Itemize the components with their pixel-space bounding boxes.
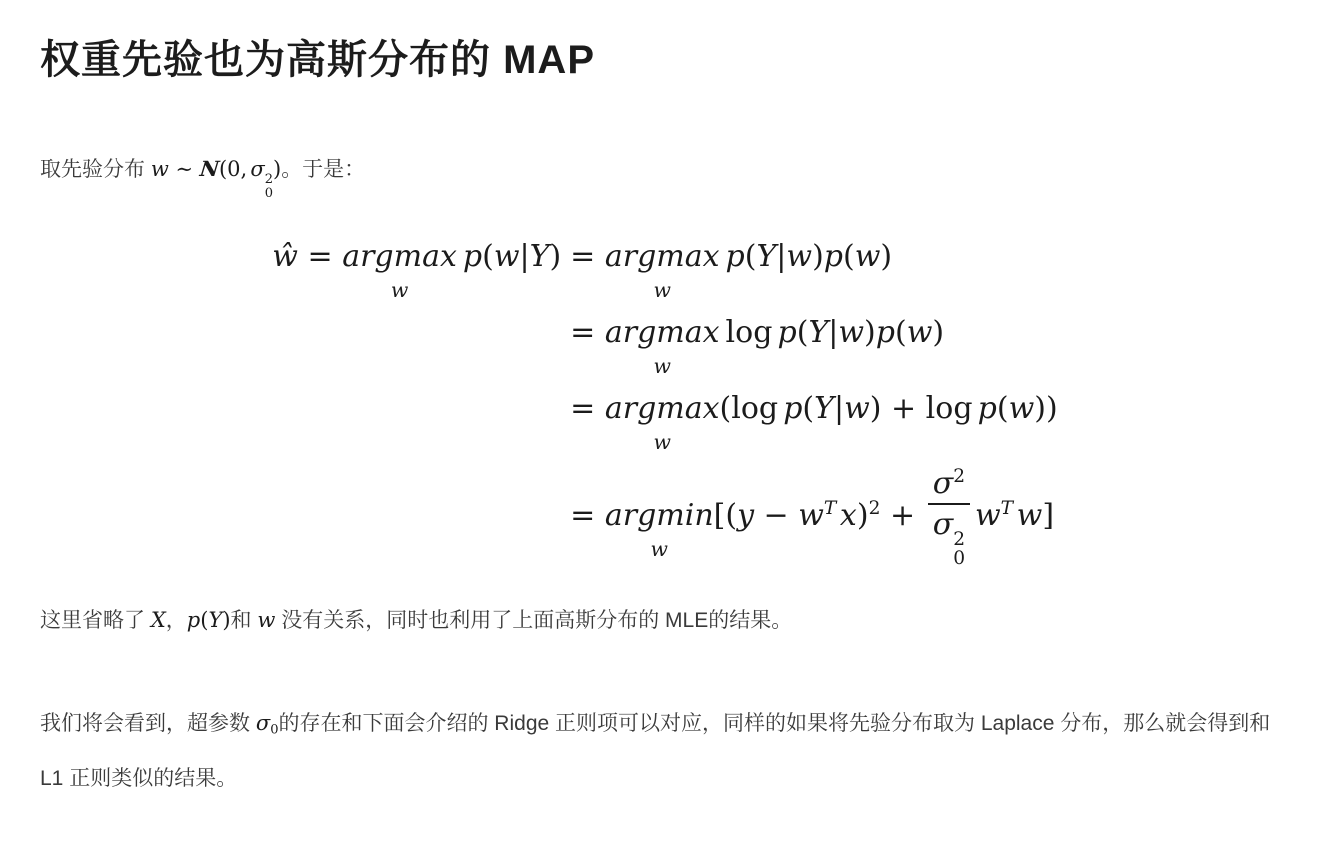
math-token: ŵ xyxy=(272,239,298,275)
text-run: 这里省略了 xyxy=(40,608,151,632)
operator-with-limit xyxy=(605,314,720,376)
math-token: Y xyxy=(756,239,777,275)
operator-underscript xyxy=(653,353,671,378)
inline-math xyxy=(187,608,231,632)
math-token: 2 xyxy=(868,498,881,520)
operator-underscript xyxy=(653,429,671,454)
math-token: ) xyxy=(932,315,945,351)
text-run: 我们将会看到，超参数 xyxy=(40,712,256,736)
math-token: w xyxy=(653,429,671,454)
math-token: 0 xyxy=(270,722,279,738)
math-token: X xyxy=(150,607,166,632)
math-token: p xyxy=(875,315,895,351)
math-token: Y xyxy=(814,391,834,427)
math-token: = xyxy=(570,498,605,534)
math-token: ) xyxy=(864,315,876,351)
fraction xyxy=(928,466,969,568)
math-token: p xyxy=(462,239,483,275)
operator-underscript xyxy=(390,277,409,302)
math-token: argmax xyxy=(604,315,720,351)
math-token: ( xyxy=(200,607,209,632)
equation-line-right xyxy=(570,314,1058,376)
math-token: w xyxy=(150,157,169,181)
math-token: w xyxy=(974,498,1001,534)
math-token: ( xyxy=(482,239,494,275)
math-token: argmin xyxy=(604,498,714,534)
stack-superscript xyxy=(265,173,273,187)
math-token: ) xyxy=(869,391,882,427)
math-token: p xyxy=(725,239,745,275)
math-token: )) xyxy=(1034,391,1058,427)
math-token: | xyxy=(828,315,839,351)
superscript xyxy=(869,498,881,519)
math-token: w xyxy=(493,239,520,275)
paragraph-note xyxy=(40,593,1290,649)
operator-with-limit xyxy=(342,238,457,300)
math-token: (0, xyxy=(218,157,248,181)
math-token: σ xyxy=(250,157,265,181)
operator-name xyxy=(605,314,720,352)
math-token: w xyxy=(390,277,409,302)
paragraph-prior xyxy=(40,142,1290,200)
text-run: 取先验分布 xyxy=(40,158,151,181)
math-token: = xyxy=(570,239,605,275)
math-token: w xyxy=(906,315,933,351)
inline-math xyxy=(151,608,166,632)
math-token: w xyxy=(844,391,870,427)
math-token: p xyxy=(186,607,201,632)
superscript xyxy=(1001,498,1013,519)
superscript xyxy=(824,498,836,519)
equation-line-right xyxy=(570,390,1058,452)
math-token: ] xyxy=(1042,498,1055,534)
math-token: argmax xyxy=(604,391,720,427)
operator-with-limit xyxy=(605,238,720,300)
math-token: ( xyxy=(843,239,855,275)
math-token: 0 xyxy=(264,185,273,201)
paragraph-ridge xyxy=(40,696,1290,806)
superscript xyxy=(953,466,965,487)
math-token: x xyxy=(839,498,857,534)
operator-name xyxy=(605,238,720,276)
math-token: T xyxy=(1000,498,1014,520)
text-run: 。于是： xyxy=(281,158,366,181)
stack-subscript xyxy=(265,187,273,201)
math-token: argmax xyxy=(342,239,457,275)
math-token: w xyxy=(653,277,671,302)
math-token: Y xyxy=(808,315,829,351)
text-run: 和 xyxy=(230,608,258,632)
operator-with-limit xyxy=(605,497,714,559)
inline-math xyxy=(257,608,275,632)
math-token: w xyxy=(1008,391,1035,427)
math-token: w xyxy=(650,536,668,561)
sup-sub-stack xyxy=(265,173,273,200)
text-run: 没有关系，同时也利用了上面高斯分布的 MLE的结果。 xyxy=(275,608,793,632)
stack-superscript xyxy=(953,530,965,550)
operator-with-limit xyxy=(605,390,720,452)
math-token: 0 xyxy=(953,548,966,570)
equation-line-right xyxy=(570,466,1058,568)
operator-name xyxy=(605,390,720,428)
math-token: | xyxy=(519,239,530,275)
math-token: − xyxy=(754,498,799,534)
inline-math xyxy=(255,711,279,738)
math-token: [( xyxy=(713,498,738,534)
math-token: w xyxy=(653,353,671,378)
operator-name xyxy=(342,238,457,276)
page-title: 权重先验也为高斯分布的 MAP xyxy=(40,38,595,82)
math-token: ( xyxy=(802,391,815,427)
operator-name xyxy=(605,497,714,535)
math-token: argmax xyxy=(604,239,720,275)
math-token: σ xyxy=(932,507,954,543)
math-token: w xyxy=(786,239,813,275)
math-token: w xyxy=(1016,498,1043,534)
equation-line-left xyxy=(272,238,561,300)
math-token: σ xyxy=(932,466,954,502)
math-token: ) xyxy=(222,607,231,632)
operator-underscript xyxy=(653,277,671,302)
text-run: ， xyxy=(165,608,187,632)
math-token: + log xyxy=(881,391,973,427)
text-run: 的存在和下面会介绍的 Ridge 正则项可以对应，同样的如果将先验分布取为 Laplace 分布，那么就会得到和 L1 正则类似的结果。 xyxy=(40,712,1271,790)
stack-subscript xyxy=(953,549,965,569)
math-token: ) xyxy=(272,157,282,181)
inline-math xyxy=(150,156,282,201)
fraction-numerator xyxy=(928,466,969,503)
sup-sub-stack xyxy=(953,530,965,569)
math-token: ∼ xyxy=(168,157,200,181)
math-token: ) xyxy=(549,239,562,275)
math-calligraphic-token: N xyxy=(198,156,221,181)
operator-underscript xyxy=(650,536,668,561)
math-token: σ xyxy=(255,711,271,736)
math-token: | xyxy=(833,391,845,427)
math-token: p xyxy=(823,239,844,275)
math-token: T xyxy=(823,498,837,520)
math-token: = xyxy=(570,315,605,351)
math-token: p xyxy=(777,315,797,351)
math-token: ( xyxy=(796,315,809,351)
math-token: 2 xyxy=(264,172,273,188)
math-token: 2 xyxy=(953,528,966,550)
fraction-denominator xyxy=(928,503,969,568)
math-token: Y xyxy=(529,239,550,275)
math-token: w xyxy=(854,239,881,275)
math-token: | xyxy=(776,239,787,275)
math-token: ) xyxy=(812,239,824,275)
math-token: y xyxy=(737,498,755,534)
math-token: w xyxy=(838,315,865,351)
math-token: p xyxy=(783,391,803,427)
math-token: ( xyxy=(996,391,1009,427)
math-token: log xyxy=(725,315,773,351)
math-token: = xyxy=(570,391,605,427)
math-token: ) xyxy=(856,498,869,534)
math-token: ( xyxy=(894,315,907,351)
math-token: + xyxy=(880,498,925,534)
equation-block xyxy=(40,238,1290,568)
math-token: Y xyxy=(208,607,223,632)
math-token: w xyxy=(798,498,824,534)
math-token: p xyxy=(977,391,997,427)
equation-line-right xyxy=(570,238,1058,300)
math-token: ( xyxy=(744,239,757,275)
math-token: w xyxy=(257,607,276,632)
math-token: ) xyxy=(880,239,893,275)
math-token: 2 xyxy=(953,466,966,488)
math-token: (log xyxy=(719,391,779,427)
math-token: = xyxy=(297,239,343,275)
